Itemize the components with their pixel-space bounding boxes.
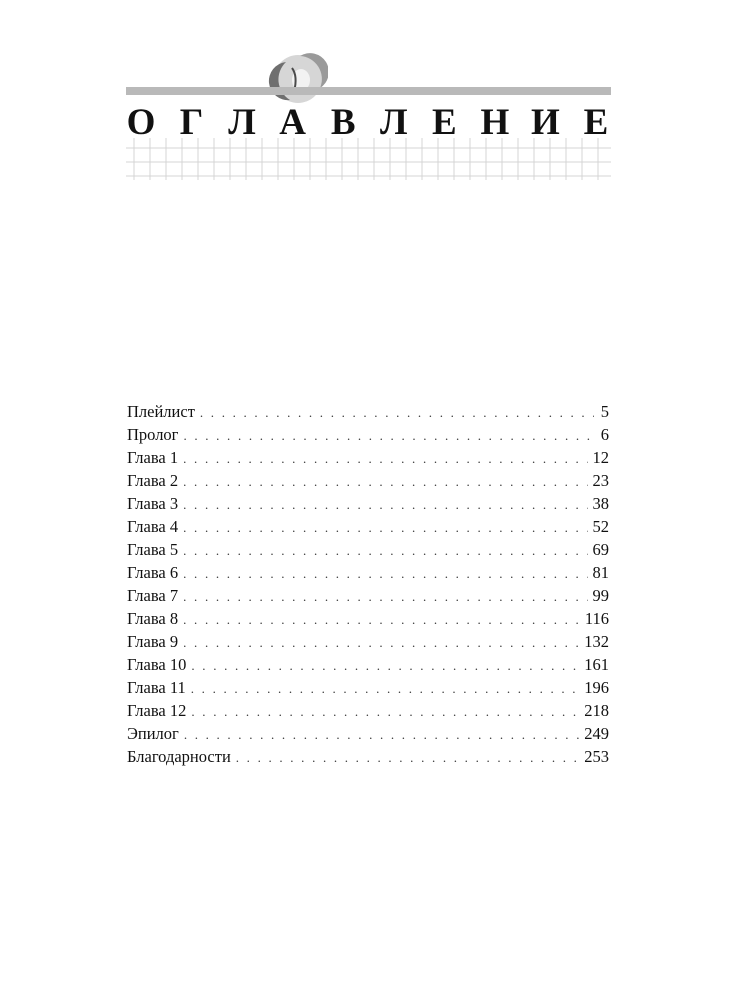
toc-leader-dots xyxy=(183,608,580,631)
toc-entry-page: 69 xyxy=(592,540,609,559)
toc-entry-page: 196 xyxy=(584,678,609,697)
toc-entry[interactable] xyxy=(127,561,609,584)
toc-leader-dots xyxy=(200,401,594,424)
title-letter: А xyxy=(279,102,306,143)
toc-entry[interactable] xyxy=(127,722,609,745)
toc-entry[interactable] xyxy=(127,400,609,423)
toc-entry-label: Глава 9 xyxy=(127,632,179,651)
toc-leader-dots xyxy=(183,562,587,585)
toc-entry-label: Эпилог xyxy=(127,724,179,743)
toc-leader-dots xyxy=(183,539,587,562)
toc-entry[interactable] xyxy=(127,630,609,653)
toc-leader-dots xyxy=(183,447,587,470)
title-letter: Г xyxy=(179,102,204,143)
toc-entry-label: Глава 12 xyxy=(127,701,187,720)
toc-entry-page: 12 xyxy=(592,448,609,467)
toc-entry-label: Глава 1 xyxy=(127,448,179,467)
toc-entry-label: Глава 7 xyxy=(127,586,179,605)
page-header xyxy=(126,48,611,180)
title-letter: О xyxy=(126,102,156,143)
toc-entry[interactable] xyxy=(127,676,609,699)
toc-entry-label: Благодарности xyxy=(127,747,231,766)
toc-entry-page: 161 xyxy=(584,655,609,674)
toc-leader-dots xyxy=(183,470,587,493)
toc-entry-page: 52 xyxy=(592,517,609,536)
toc-leader-dots xyxy=(184,723,579,746)
page-title xyxy=(126,100,611,146)
toc-entry-label: Пролог xyxy=(127,425,179,444)
toc-entry-page: 6 xyxy=(600,425,609,444)
toc-entry[interactable] xyxy=(127,515,609,538)
title-letter: Н xyxy=(480,102,510,143)
toc-entry[interactable] xyxy=(127,469,609,492)
toc-entry-label: Глава 10 xyxy=(127,655,187,674)
title-letter: В xyxy=(330,102,356,143)
toc-leader-dots xyxy=(183,631,579,654)
header-rule xyxy=(126,87,611,95)
toc-entry-page: 132 xyxy=(584,632,609,651)
toc-entry-label: Глава 3 xyxy=(127,494,179,513)
toc-leader-dots xyxy=(183,585,587,608)
toc-entry-label: Глава 4 xyxy=(127,517,179,536)
toc-leader-dots xyxy=(183,493,587,516)
toc-entry[interactable] xyxy=(127,607,609,630)
toc-entry[interactable] xyxy=(127,492,609,515)
toc-entry-label: Глава 6 xyxy=(127,563,179,582)
toc-entry[interactable] xyxy=(127,423,609,446)
toc-leader-dots xyxy=(236,746,579,769)
toc-entry-page: 253 xyxy=(584,747,609,766)
toc-entry-page: 218 xyxy=(584,701,609,720)
toc-entry-label: Глава 5 xyxy=(127,540,179,559)
toc-entry[interactable] xyxy=(127,446,609,469)
table-of-contents xyxy=(127,400,609,768)
toc-entry-page: 38 xyxy=(592,494,609,513)
toc-leader-dots xyxy=(191,654,579,677)
toc-entry-page: 249 xyxy=(584,724,609,743)
toc-entry[interactable] xyxy=(127,538,609,561)
title-letter: Е xyxy=(431,102,457,143)
title-letter: Л xyxy=(228,102,256,143)
toc-entry-label: Плейлист xyxy=(127,402,195,421)
toc-leader-dots xyxy=(183,424,594,447)
toc-leader-dots xyxy=(191,700,579,723)
toc-entry-page: 5 xyxy=(600,402,609,421)
toc-entry-label: Глава 11 xyxy=(127,678,186,697)
toc-leader-dots xyxy=(191,677,579,700)
title-letter: И xyxy=(530,102,560,143)
toc-entry-page: 99 xyxy=(592,586,609,605)
toc-leader-dots xyxy=(183,516,587,539)
toc-entry[interactable] xyxy=(127,584,609,607)
toc-entry-page: 116 xyxy=(584,609,609,628)
toc-entry-label: Глава 2 xyxy=(127,471,179,490)
title-letter: Е xyxy=(583,102,609,143)
toc-entry-label: Глава 8 xyxy=(127,609,179,628)
moon-ornament-icon xyxy=(268,48,328,106)
toc-entry-page: 23 xyxy=(592,471,609,490)
toc-entry[interactable] xyxy=(127,699,609,722)
toc-entry-page: 81 xyxy=(592,563,609,582)
toc-entry[interactable] xyxy=(127,745,609,768)
title-letter: Л xyxy=(379,102,408,143)
toc-entry[interactable] xyxy=(127,653,609,676)
